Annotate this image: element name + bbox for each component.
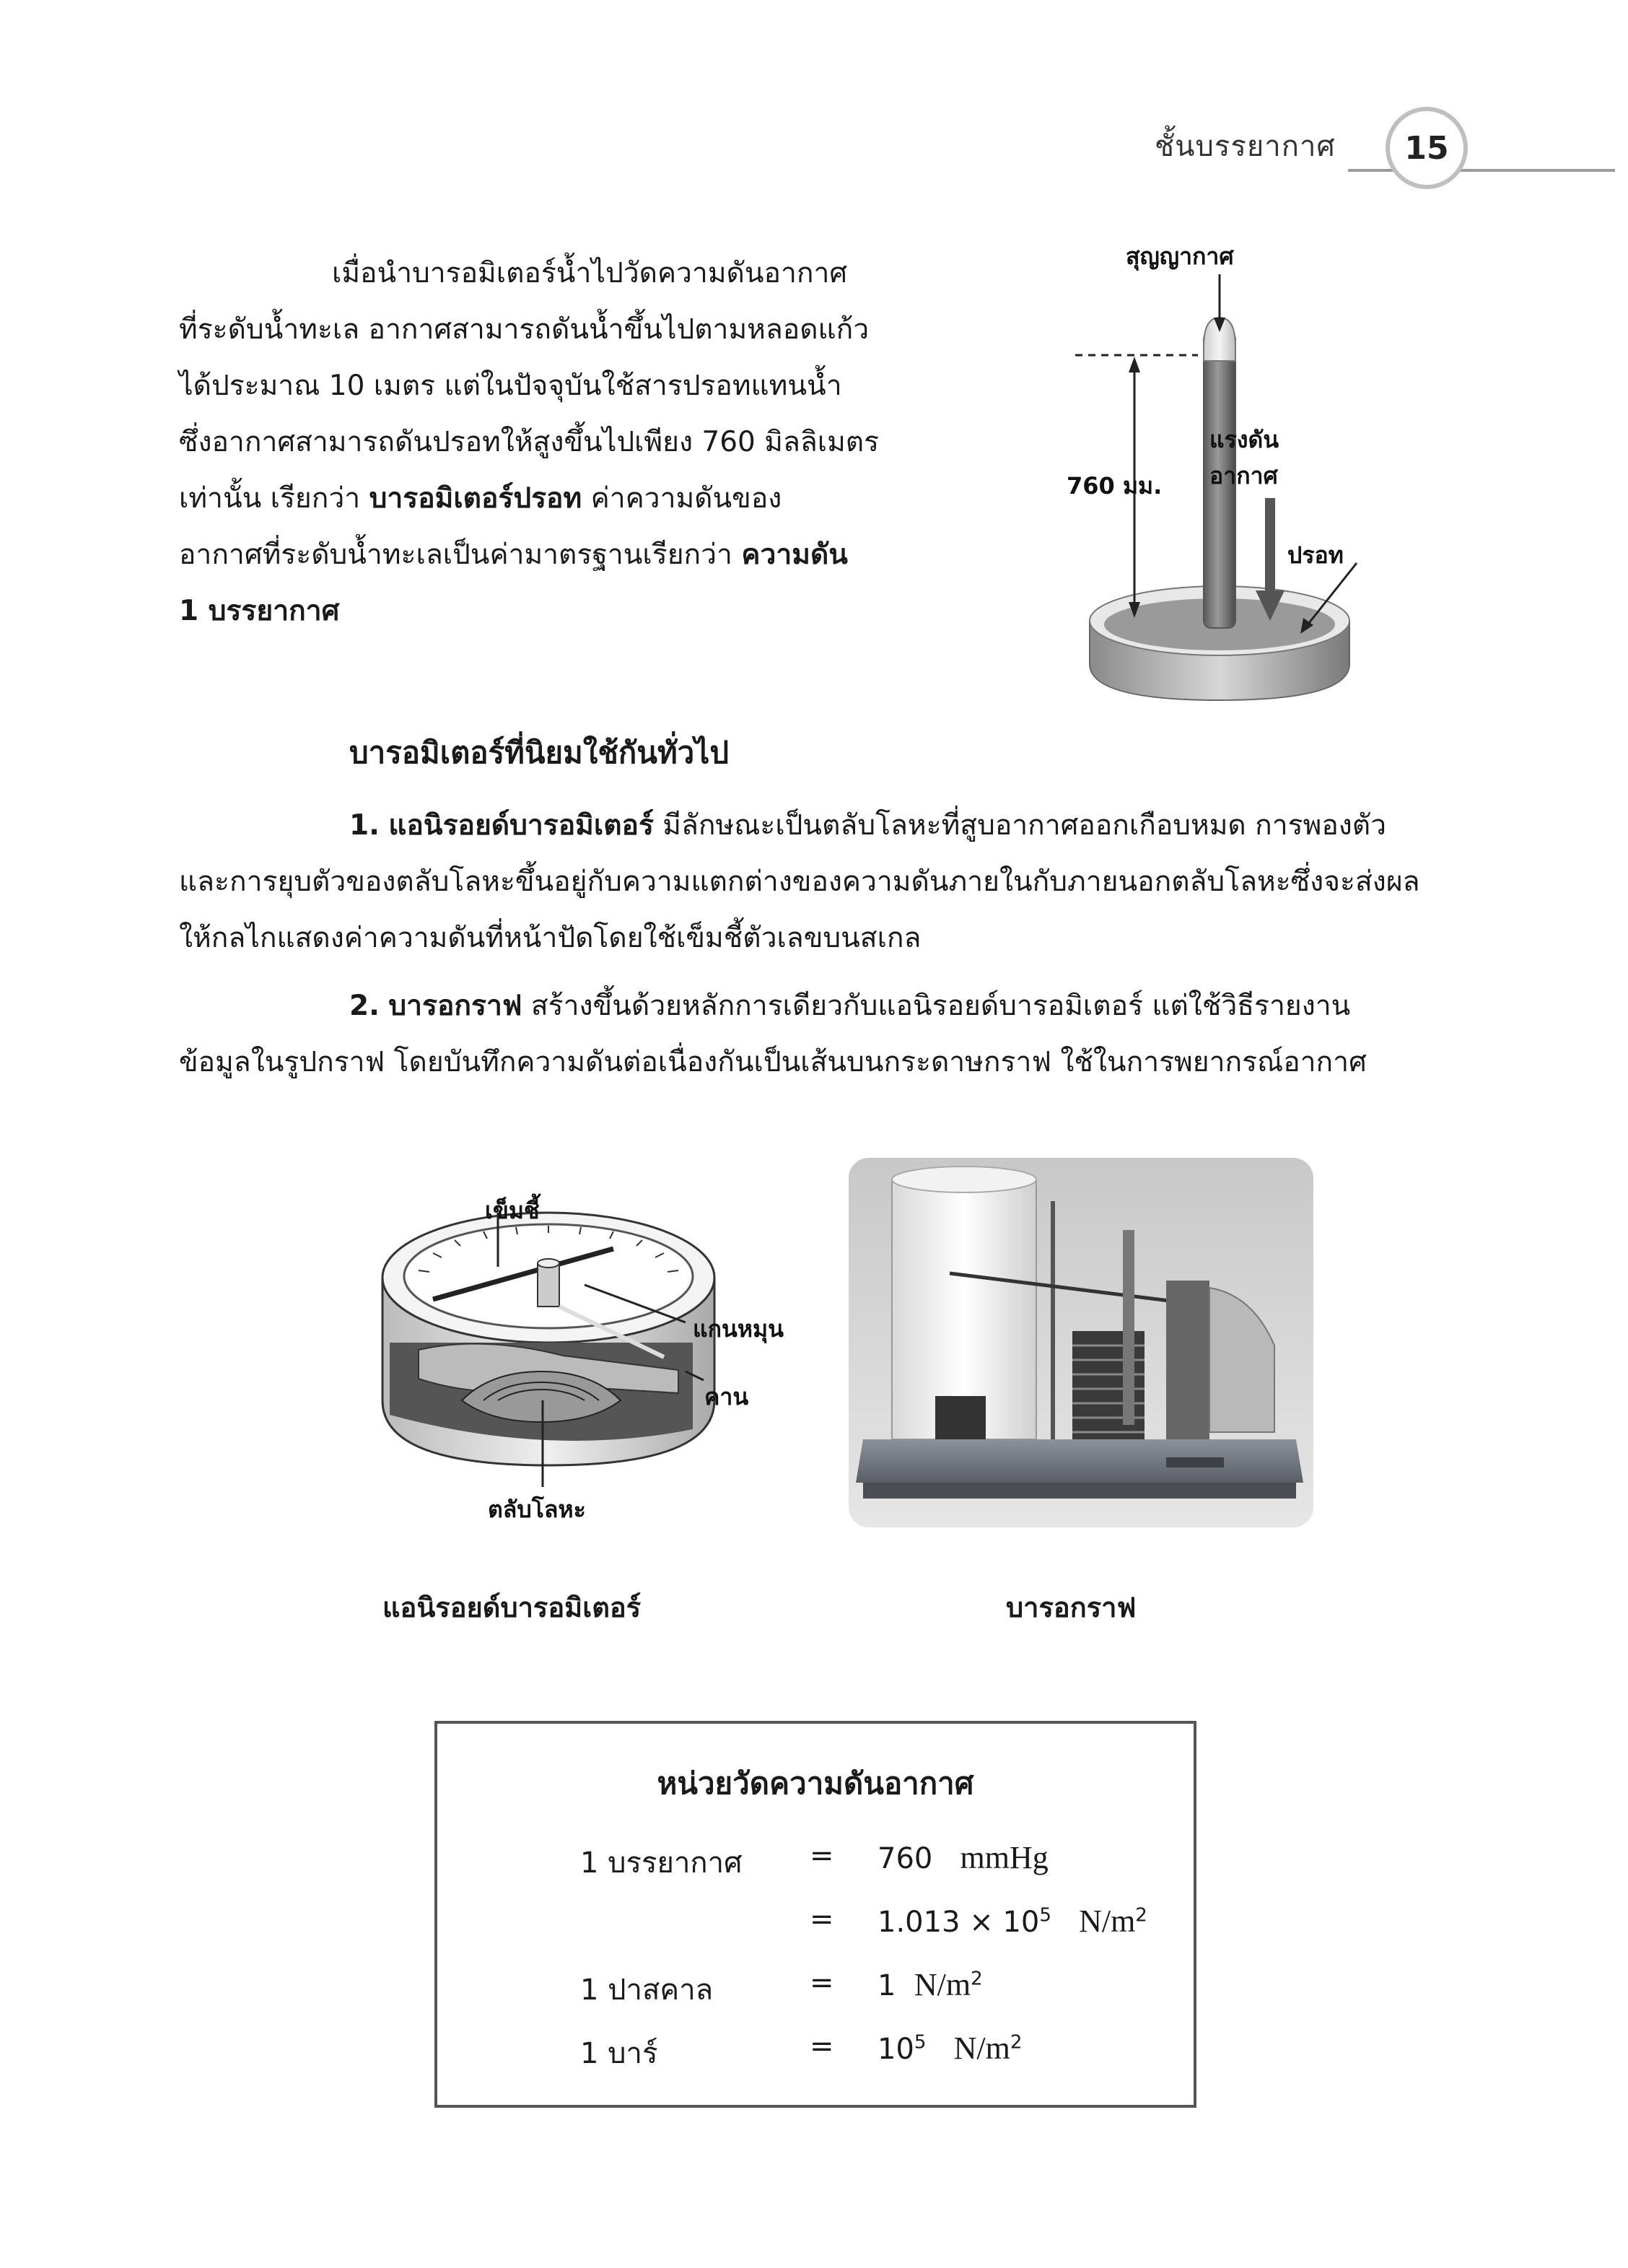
unit-name: 1 บาร์ [580, 2037, 658, 2070]
equals-sign: = [810, 2030, 834, 2063]
term-pressure: ความดัน [741, 538, 848, 571]
barograph-image [849, 1158, 1313, 1527]
page-number: 15 [1386, 107, 1468, 189]
label-pointer: เข็มชี้ [485, 1197, 540, 1224]
aneroid-barometer-image [375, 1184, 794, 1530]
intro-line-2: ที่ระดับน้ำทะเล อากาศสามารถดันน้ำขึ้นไปตามหลอดแก้ว [179, 313, 870, 346]
term-one-atmosphere: 1 บรรยากาศ [179, 595, 340, 627]
unit-value: 1 $N/m^2$ [878, 1967, 983, 2002]
unit-value: $10^5$ $N/m^2$ [878, 2031, 1023, 2066]
units-row [437, 1903, 1194, 1968]
units-row [437, 1966, 1194, 2031]
label-lever: คาน [704, 1383, 749, 1410]
intro-line-5: เท่านั้น เรียกว่า บารอมิเตอร์ปรอท ค่าความดันของ [179, 482, 782, 515]
caption-barograph: บารอกราฟ [1006, 1592, 1137, 1623]
equals-sign: = [810, 1903, 834, 1936]
caption-aneroid: แอนิรอยด์บารอมิเตอร์ [382, 1592, 642, 1623]
common-barometers-heading: บารอมิเตอร์ที่นิยมใช้กันทั่วไป [349, 735, 730, 770]
intro-line-3: ได้ประมาณ 10 เมตร แต่ในปัจจุบันใช้สารปรอทแทนน้ำ [179, 370, 842, 402]
item2-number: 2. [349, 990, 380, 1022]
equals-sign: = [810, 1839, 834, 1872]
item2-title: บารอกราฟ [388, 990, 522, 1022]
label-mercury: ปรอท [1287, 541, 1344, 569]
unit-value: $1.013 \times 10^5$ $N/m^2$ [878, 1903, 1147, 1939]
units-box-title: หน่วยวัดความดันอากาศ [657, 1766, 974, 1801]
equals-sign: = [810, 1966, 834, 1999]
unit-value: 760 mmHg [878, 1840, 1049, 1875]
label-vacuum: สุญญากาศ [1126, 243, 1234, 270]
item2-line1: สร้างขึ้นด้วยหลักการเดียวกับแอนิรอยด์บารอมิเตอร์ แต่ใช้วิธีรายงาน [522, 990, 1351, 1022]
item1-number: 1. [349, 809, 380, 842]
header-rule [1348, 169, 1615, 172]
unit-name: 1 ปาสคาล [580, 1973, 714, 2007]
intro-line-4: ซึ่งอากาศสามารถดันปรอทให้สูงขึ้นไปเพียง 760 มิลลิเมตร [179, 426, 880, 458]
label-metal-capsule: ตลับโลหะ [488, 1496, 586, 1523]
item-barograph [179, 978, 1463, 1091]
item1-line3: ให้กลไกแสดงค่าความดันที่หน้าปัดโดยใช้เข็มชี้ตัวเลขบนสเกล [179, 922, 922, 954]
item1-line2: และการยุบตัวของตลับโลหะขึ้นอยู่กับความแตกต่างของความดันภายในกับภายนอกตลับโลหะซึ่งจะส่งผล [179, 865, 1420, 898]
item-aneroid [179, 798, 1463, 967]
term-mercury-barometer: บารอมิเตอร์ปรอท [369, 482, 582, 515]
item2-line2: ข้อมูลในรูปกราฟ โดยบันทึกความดันต่อเนื่องกันเป็นเส้นบนกระดาษกราฟ ใช้ในการพยากรณ์อากาศ [179, 1046, 1367, 1078]
chapter-title: ชั้นบรรยากาศ [1155, 130, 1336, 163]
units-row [437, 1839, 1194, 1904]
label-air-pressure-1: แรงดัน [1209, 426, 1279, 453]
item1-title: แอนิรอยด์บารอมิเตอร์ [388, 809, 654, 842]
unit-name: 1 บรรยากาศ [580, 1846, 743, 1880]
label-rotation-axis: แกนหมุน [693, 1315, 784, 1343]
units-row [437, 2030, 1194, 2095]
intro-line-1: เมื่อนำบารอมิเตอร์น้ำไปวัดความดันอากาศ [332, 257, 848, 289]
intro-line-6: อากาศที่ระดับน้ำทะเลเป็นค่ามาตรฐานเรียกว่า ความดัน [179, 538, 848, 571]
pressure-units-box [434, 1721, 1196, 2108]
intro-paragraph [179, 245, 908, 640]
label-760mm: 760 มม. [1067, 472, 1163, 500]
item1-line1: มีลักษณะเป็นตลับโลหะที่สูบอากาศออกเกือบหมด การพองตัว [653, 809, 1387, 842]
label-air-pressure-2: อากาศ [1209, 462, 1278, 489]
